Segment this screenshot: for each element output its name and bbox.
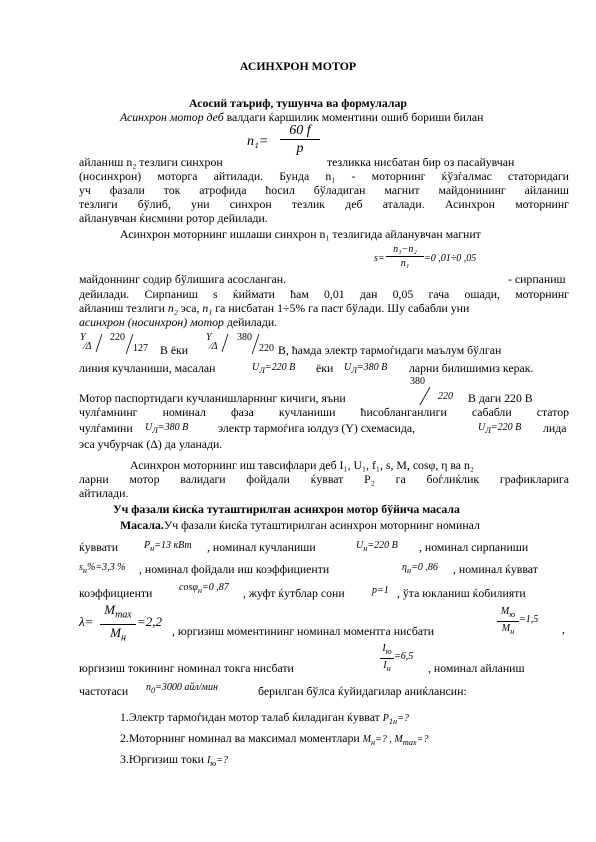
paragraph-3-line-2a: линия кучланиши, масалан — [79, 361, 216, 375]
ratio-1-127: 127 — [133, 343, 148, 354]
subtitle: Асосий таъриф, тушунча ва формулалар — [189, 96, 407, 110]
voltage-ul-220: $U_Л=220$ В — [252, 362, 296, 375]
formula-n1-numerator: 60 f — [289, 123, 311, 138]
voltage-ul-220-delta: $U_Л=220$ В — [478, 422, 522, 435]
power-rated: $P_н=13$ кВт — [144, 540, 192, 553]
question-2: 2.Моторнинг номинал ва максимал моментлари $M_н=$? , $M_{max}=$? — [120, 731, 429, 747]
paragraph-3-line-2b: ларни билишимиз керак. — [409, 361, 534, 375]
ratio-1-delta: ∕Δ — [84, 341, 92, 352]
ratio-2-y: Y — [206, 332, 212, 343]
question-3: 3.Юргизиш токи $I_ю=$? — [120, 752, 228, 768]
ratio-3-380: 380 — [410, 376, 425, 387]
paragraph-2-line-2b: - сирпаниш — [508, 272, 566, 286]
ratio-2-text: В, ћамда электр тармоѓидаги маълум бўлган — [278, 343, 502, 357]
efficiency-rated: $\eta_н=0$ ,86 — [402, 562, 438, 575]
paragraph-3-line-5c: лида — [543, 421, 567, 435]
start-current-numerator: $I_ю$ — [382, 643, 392, 656]
sync-speed: $n_0=3000$ айл/мин — [146, 682, 218, 695]
paragraph-1-line-4: уч фазали ток атрофида ћосил бўладиган магнит майдонининг айланиш — [79, 183, 569, 197]
ratio-1-y: Y — [80, 332, 86, 343]
pole-pairs: p=1 — [372, 585, 389, 596]
task-line-7b: берилган бўлса ќуйидагилар аниќлансин: — [258, 684, 467, 698]
paragraph-2-line-1: Асинхрон моторнинг ишлаши синхрон n₁ тезлигида айланувчан магнит — [120, 227, 481, 241]
task-line-3b: , номинал ќувват — [453, 562, 538, 576]
question-3-math: $I_ю=$? — [206, 755, 228, 768]
power-factor-rated: cosφ$_н$=0 ,87 — [179, 582, 229, 595]
ratio-1-220: 220 — [110, 332, 125, 343]
ratio-2-slashes — [204, 330, 284, 358]
start-torque-numerator: $M_ю$ — [500, 606, 516, 619]
task-line-3a: , номинал фойдали иш коэффициенти — [139, 562, 330, 576]
overload-denominator: $M_н$ — [100, 624, 136, 647]
task-line-1: Масала.Уч фазали ќисќа туташтирилган асинхрон моторнинг номинал — [120, 518, 480, 532]
paragraph-2-line-2a: майдоннинг содир бўлишига асосланган. — [79, 272, 287, 286]
task-line-6a: юргизиш токининг номинал токга нисбати — [79, 661, 294, 675]
overload-fraction — [100, 602, 136, 646]
task-line-2c: , номинал сирпаниши — [419, 540, 529, 554]
paragraph-4-line-1: Асинхрон моторнинг иш тавсифлари деб I₁, U₁, f₁, s, M, cosφ, η ва n₂ — [130, 458, 474, 472]
voltage-ul-380-star: $U_Л=380$ В — [145, 422, 189, 435]
paragraph-3-line-5b: электр тармоѓига юлдуз (Y) схемасида, — [218, 421, 416, 435]
task-line-2a: ќуввати — [79, 540, 119, 554]
paragraph-1-line-2b: тезликка нисбатан бир оз пасайувчан — [327, 155, 515, 169]
task-line-7a: частотаси — [79, 684, 129, 698]
paragraph-4-line-3: айтилади. — [79, 486, 129, 500]
paragraph-3-line-6: эса учбурчак (Δ) да уланади. — [79, 437, 223, 451]
task-line-6b: , номинал айланиш — [428, 661, 525, 675]
task-line-2b: , номинал кучланиши — [207, 540, 316, 554]
formula-s-rhs: =0 ,01÷0 ,05 — [424, 253, 477, 264]
voltage-rated: $U_н=220$ В — [356, 540, 398, 553]
formula-s-fraction — [386, 243, 424, 270]
paragraph-1-line-3: (носинхрон) моторга айтилади. Бунда n₁ - моторнинг ќўзѓалмас статоридаги — [79, 169, 569, 183]
paragraph-4-line-2: ларни мотор валидаги фойдали ќувват P₂ га боѓлиќлик графикларига — [79, 472, 569, 486]
section-heading: Уч фазали ќисќа туташтирилган асинхрон мотор бўйича масала — [113, 502, 460, 516]
paragraph-2-line-5: асинхрон (носинхрон) мотор дейилади. — [79, 315, 278, 329]
task-line-4c: , ўта юкланиш ќобилияти — [397, 586, 526, 600]
paragraph-3-line-5a: чулѓамини — [79, 421, 133, 435]
question-1: 1.Электр тармоѓидан мотор талаб ќиладиган ќувват $P_{1н}=$? — [120, 710, 409, 726]
ratio-1-text: В ёки — [160, 343, 189, 357]
formula-s-denominator: n₁ — [386, 256, 424, 270]
overload-numerator: $M_{max}$ — [104, 602, 132, 621]
paragraph-1-line-2a: айланиш n₂ тезлиги синхрон — [79, 155, 223, 169]
start-torque-ratio — [497, 605, 519, 638]
start-torque-value: =1,5 — [519, 614, 539, 625]
ratio-1-slashes — [78, 330, 158, 358]
paragraph-3-line-4: чулѓамнинг номинал фаза кучланиши ћисобланганлиги сабабли статор — [79, 405, 569, 419]
ratio-3-220: 220 — [438, 391, 453, 402]
paragraph-2-line-4: айланиш тезлиги n₂ эса, n₁ га нисбатан 1÷5% га паст бўлади. Шу сабабли уни — [79, 301, 470, 315]
paragraph-3-line-3b: В даги 220 В — [468, 391, 533, 405]
start-current-denominator: $I_н$ — [380, 658, 394, 675]
ratio-2-380: 380 — [237, 332, 252, 343]
ratio-2-220: 220 — [259, 343, 274, 354]
paragraph-1-line-6: айланувчан ќисмини ротор дейилади. — [79, 211, 268, 225]
formula-n1-lhs: n₁= — [247, 134, 269, 149]
page-title: АСИНХРОН МОТОР — [239, 59, 357, 73]
paragraph-3-or: ёки — [316, 361, 334, 375]
overload-lambda: λ= — [79, 614, 94, 629]
paragraph-1-line-5: тезлиги бўлиб, уни синхрон тезлик деб аталади. Асинхрон моторнинг — [79, 197, 569, 211]
question-2-math: $M_н=$? , $M_{max}=$? — [362, 734, 429, 747]
task-line-5-comma: , — [562, 622, 565, 636]
paragraph-1-line-1: Асинхрон мотор деб валдаги ќаршилик моментини ошиб бориши билан — [120, 110, 484, 124]
slip-rated: $s_н\%=3,3$ % — [79, 562, 126, 575]
ratio-2-delta: ∕Δ — [210, 341, 218, 352]
start-current-value: =6,5 — [394, 651, 414, 662]
formula-s-numerator: n₁−n₂ — [393, 244, 417, 255]
formula-s-lhs: s= — [374, 253, 385, 264]
start-current-ratio — [380, 642, 394, 675]
paragraph-2-line-3: дейилади. Сирпаниш s ќиймати ћам 0,01 дан 0,05 гача ошади, моторнинг — [79, 287, 569, 301]
task-line-4a: коэффициенти — [79, 586, 153, 600]
start-torque-denominator: $M_н$ — [497, 621, 519, 638]
overload-value: =2,2 — [137, 614, 163, 629]
formula-n1-fraction — [280, 122, 320, 157]
task-line-4b: , жуфт ќутблар сони — [243, 586, 345, 600]
task-line-5a: , юргизиш моментининг номинал моментга нисбати — [172, 624, 435, 638]
voltage-ul-380: $U_Л=380$ В — [344, 362, 388, 375]
question-1-math: $P_{1н}=$? — [382, 713, 409, 726]
paragraph-3-line-3a: Мотор паспортидаги кучланишларнинг кичиги, яъни — [79, 391, 346, 405]
formula-n1-denominator: p — [280, 139, 320, 157]
